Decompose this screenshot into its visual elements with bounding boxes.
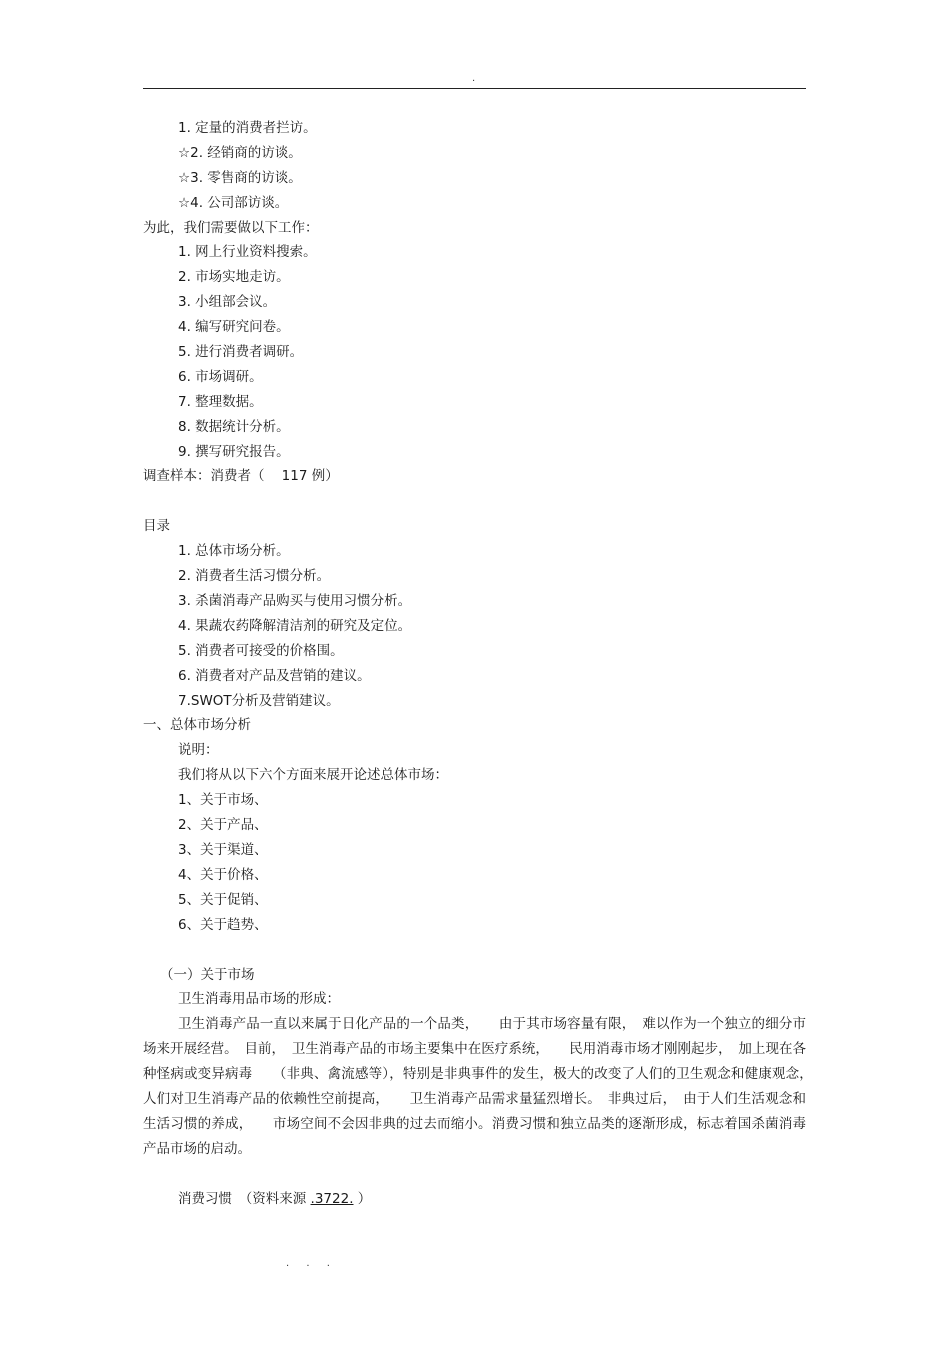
list-item: 1、关于市场、 — [178, 792, 268, 809]
list-item: 5. 进行消费者调研。 — [178, 344, 304, 361]
list-item: 6. 市场调研。 — [178, 368, 263, 385]
toc-item: 7.SWOT分析及营销建议。 — [178, 692, 340, 709]
list-item: 2、关于产品、 — [178, 817, 268, 834]
page-content — [143, 116, 833, 1212]
toc-item: 1. 总体市场分析。 — [178, 543, 290, 560]
list-item: 7. 整理数据。 — [178, 393, 263, 410]
subsection-title: （一）关于市场 — [160, 966, 255, 983]
header-mark: . — [472, 73, 476, 84]
toc-item: 4. 果蔬农药降解清洁剂的研究及定位。 — [178, 617, 412, 634]
header-rule — [143, 88, 806, 89]
list-item: 2. 市场实地走访。 — [178, 269, 290, 286]
toc-item: 2. 消费者生活习惯分析。 — [178, 568, 331, 585]
habit-line — [143, 1187, 806, 1212]
formation-paragraph: 卫生消毒产品一直以来属于日化产品的一个品类， 由于其市场容量有限， 难以作为一个独立的细分市场来开展经营。 目前， 卫生消毒产品的市场主要集中在医疗系统， 民用消毒市场才刚刚起步， 加上现在各种怪病或变异病毒 （非典、禽流感等），特别是非典事件的发生，极大的改变了人们的卫生观念和健康观念， 人们对卫生消毒产品的依赖性空前提高， 卫生消毒产品需求量猛烈增长。 非典过后， 由于人们生活观念和生活习惯的养成， 市场空间不会因非典的过去而缩小。消费习惯和独立品类的逐渐形成，标志着国杀菌消毒产品市场的启动。 — [143, 1016, 833, 1157]
list-item: 1. 定量的消费者拦访。 — [178, 120, 317, 136]
habit-source: .3722. — [310, 1190, 354, 1207]
habit-close: ） — [357, 1190, 372, 1207]
note-label: 说明： — [178, 742, 219, 759]
toc-title: 目录 — [143, 518, 170, 535]
interview-list — [143, 116, 806, 216]
list-item: 1. 网上行业资料搜索。 — [178, 244, 317, 261]
toc-item: 5. 消费者可接受的价格围。 — [178, 642, 344, 659]
aspect-list — [143, 788, 806, 937]
list-item: 9. 撰写研究报告。 — [178, 443, 290, 460]
toc-list — [143, 539, 806, 713]
list-item: 8. 数据统计分析。 — [178, 418, 290, 435]
list-item: 3、关于渠道、 — [178, 841, 268, 858]
note-text: 我们将从以下六个方面来展开论述总体市场： — [178, 767, 448, 784]
section-title: 一、总体市场分析 — [143, 717, 251, 734]
toc-item: 6. 消费者对产品及营销的建议。 — [178, 667, 371, 684]
sample-size: 调查样本：消费者（ 117 例） — [143, 468, 339, 485]
spacer — [143, 938, 806, 963]
work-list — [143, 240, 806, 464]
list-item: ☆4. 公司部访谈。 — [178, 194, 289, 211]
formation-title: 卫生消毒用品市场的形成： — [178, 991, 340, 1008]
spacer — [143, 1162, 806, 1187]
toc-item: 3. 杀菌消毒产品购买与使用习惯分析。 — [178, 593, 412, 610]
list-item: 6、关于趋势、 — [178, 916, 268, 933]
list-item: 5、关于促销、 — [178, 891, 268, 908]
footer-dots: . . . — [286, 1258, 337, 1269]
habit-label: 消费习惯 （资料来源 — [178, 1190, 307, 1207]
list-item: 4、关于价格、 — [178, 866, 268, 883]
list-item: ☆2. 经销商的访谈。 — [178, 144, 302, 161]
list-item: ☆3. 零售商的访谈。 — [178, 169, 302, 186]
list-item: 3. 小组部会议。 — [178, 294, 277, 311]
work-intro: 为此，我们需要做以下工作： — [143, 219, 319, 236]
list-item: 4. 编写研究问卷。 — [178, 319, 290, 336]
spacer — [143, 489, 806, 514]
